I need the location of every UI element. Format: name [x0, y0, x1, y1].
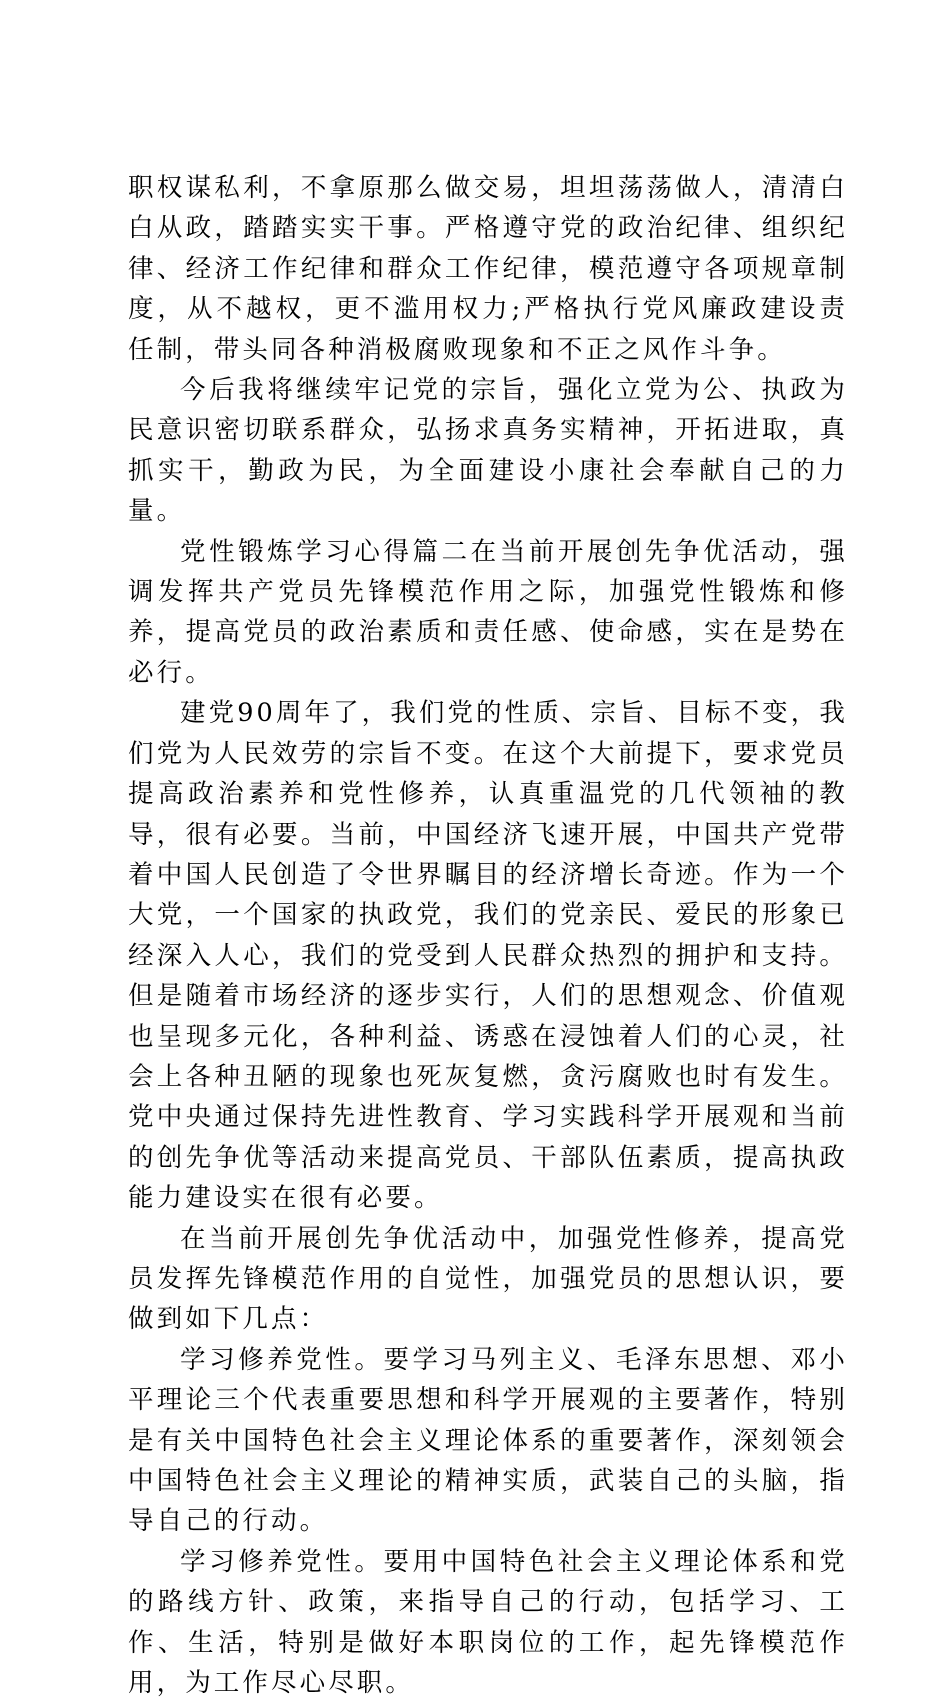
paragraph: 学习修养党性。要用中国特色社会主义理论体系和党的路线方针、政策，来指导自己的行动，包括学习、工作、生活，特别是做好本职岗位的工作，起先锋模范作用，为工作尽心尽职。 — [128, 1546, 848, 1699]
paragraph: 学习修养党性。要学习马列主义、毛泽东思想、邓小平理论三个代表重要思想和科学开展观的主要著作，特别是有关中国特色社会主义理论体系的重要著作，深刻领会中国特色社会主义理论的精神实质，武装自己的头脑，指导自己的行动。 — [128, 1344, 848, 1537]
document-body — [128, 168, 848, 1703]
paragraph: 建党90周年了，我们党的性质、宗旨、目标不变，我们党为人民效劳的宗旨不变。在这个大前提下，要求党员提高政治素养和党性修养，认真重温党的几代领袖的教导，很有必要。当前，中国经济飞速开展，中国共产党带着中国人民创造了令世界瞩目的经济增长奇迹。作为一个大党，一个国家的执政党，我们的党亲民、爱民的形象已经深入人心，我们的党受到人民群众热烈的拥护和支持。但是随着市场经济的逐步实行，人们的思想观念、价值观也呈现多元化，各种利益、诱惑在浸蚀着人们的心灵，社会上各种丑陋的现象也死灰复燃，贪污腐败也时有发生。党中央通过保持先进性教育、学习实践科学开展观和当前的创先争优等活动来提高党员、干部队伍素质，提高执政能力建设实在很有必要。 — [128, 698, 848, 1214]
paragraph: 今后我将继续牢记党的宗旨，强化立党为公、执政为民意识密切联系群众，弘扬求真务实精神，开拓进取，真抓实干，勤政为民，为全面建设小康社会奉献自己的力量。 — [128, 375, 848, 527]
paragraph: 在当前开展创先争优活动中，加强党性修养，提高党员发挥先锋模范作用的自觉性，加强党员的思想认识，要做到如下几点： — [128, 1223, 848, 1335]
paragraph-continued: 职权谋私利，不拿原那么做交易，坦坦荡荡做人，清清白白从政，踏踏实实干事。严格遵守党的政治纪律、组织纪律、经济工作纪律和群众工作纪律，模范遵守各项规章制度，从不越权，更不滥用权力;严格执行党风廉政建设责任制，带头同各种消极腐败现象和不正之风作斗争。 — [128, 173, 848, 365]
paragraph: 党性锻炼学习心得篇二在当前开展创先争优活动，强调发挥共产党员先锋模范作用之际，加强党性锻炼和修养，提高党员的政治素质和责任感、使命感，实在是势在必行。 — [128, 536, 848, 688]
